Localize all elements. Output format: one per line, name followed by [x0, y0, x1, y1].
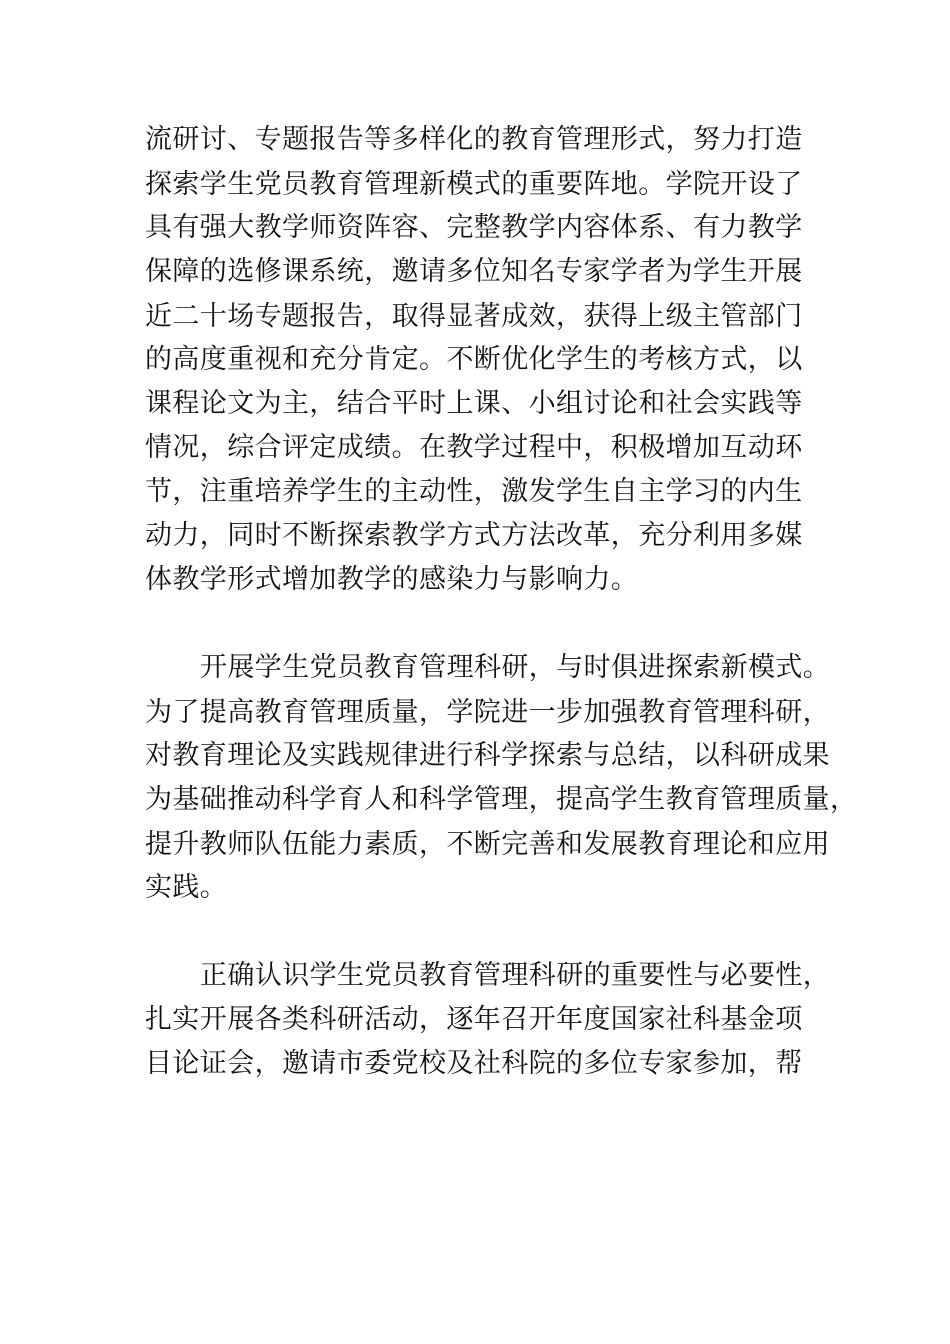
- text-line: 为了提高教育管理质量，学院进一步加强教育管理科研，: [145, 697, 830, 728]
- text-line: 开展学生党员教育管理科研，与时俱进探索新模式。: [200, 652, 831, 683]
- text-line: 的高度重视和充分肯定。不断优化学生的考核方式，以: [145, 344, 803, 375]
- text-line: 近二十场专题报告，取得显著成效，获得上级主管部门: [145, 301, 803, 332]
- text-line: 为基础推动科学育人和科学管理，提高学生教育管理质量，: [145, 784, 858, 815]
- text-line: 情况，综合评定成绩。在教学过程中，积极增加互动环: [145, 432, 803, 463]
- text-line: 扎实开展各类科研活动，逐年召开年度国家社科基金项: [145, 1004, 803, 1035]
- text-line: 动力，同时不断探索教学方式方法改革，充分利用多媒: [145, 520, 803, 551]
- text-line: 节，注重培养学生的主动性，激发学生自主学习的内生: [145, 476, 803, 507]
- text-line: 具有强大教学师资阵容、完整教学内容体系、有力教学: [145, 212, 803, 243]
- text-line: 实践。: [145, 872, 228, 903]
- text-line: 课程论文为主，结合平时上课、小组讨论和社会实践等: [145, 388, 803, 419]
- text-line: 目论证会，邀请市委党校及社科院的多位专家参加，帮: [145, 1048, 803, 1079]
- text-line: 体教学形式增加教学的感染力与影响力。: [145, 564, 639, 595]
- text-line: 保障的选修课系统，邀请多位知名专家学者为学生开展: [145, 256, 803, 287]
- text-line: 流研讨、专题报告等多样化的教育管理形式，努力打造: [145, 124, 803, 155]
- text-line: 正确认识学生党员教育管理科研的重要性与必要性，: [200, 960, 831, 991]
- text-line: 提升教师队伍能力素质，不断完善和发展教育理论和应用: [145, 829, 830, 860]
- text-line: 探索学生党员教育管理新模式的重要阵地。学院开设了: [145, 169, 803, 200]
- text-line: 对教育理论及实践规律进行科学探索与总结，以科研成果: [145, 740, 830, 771]
